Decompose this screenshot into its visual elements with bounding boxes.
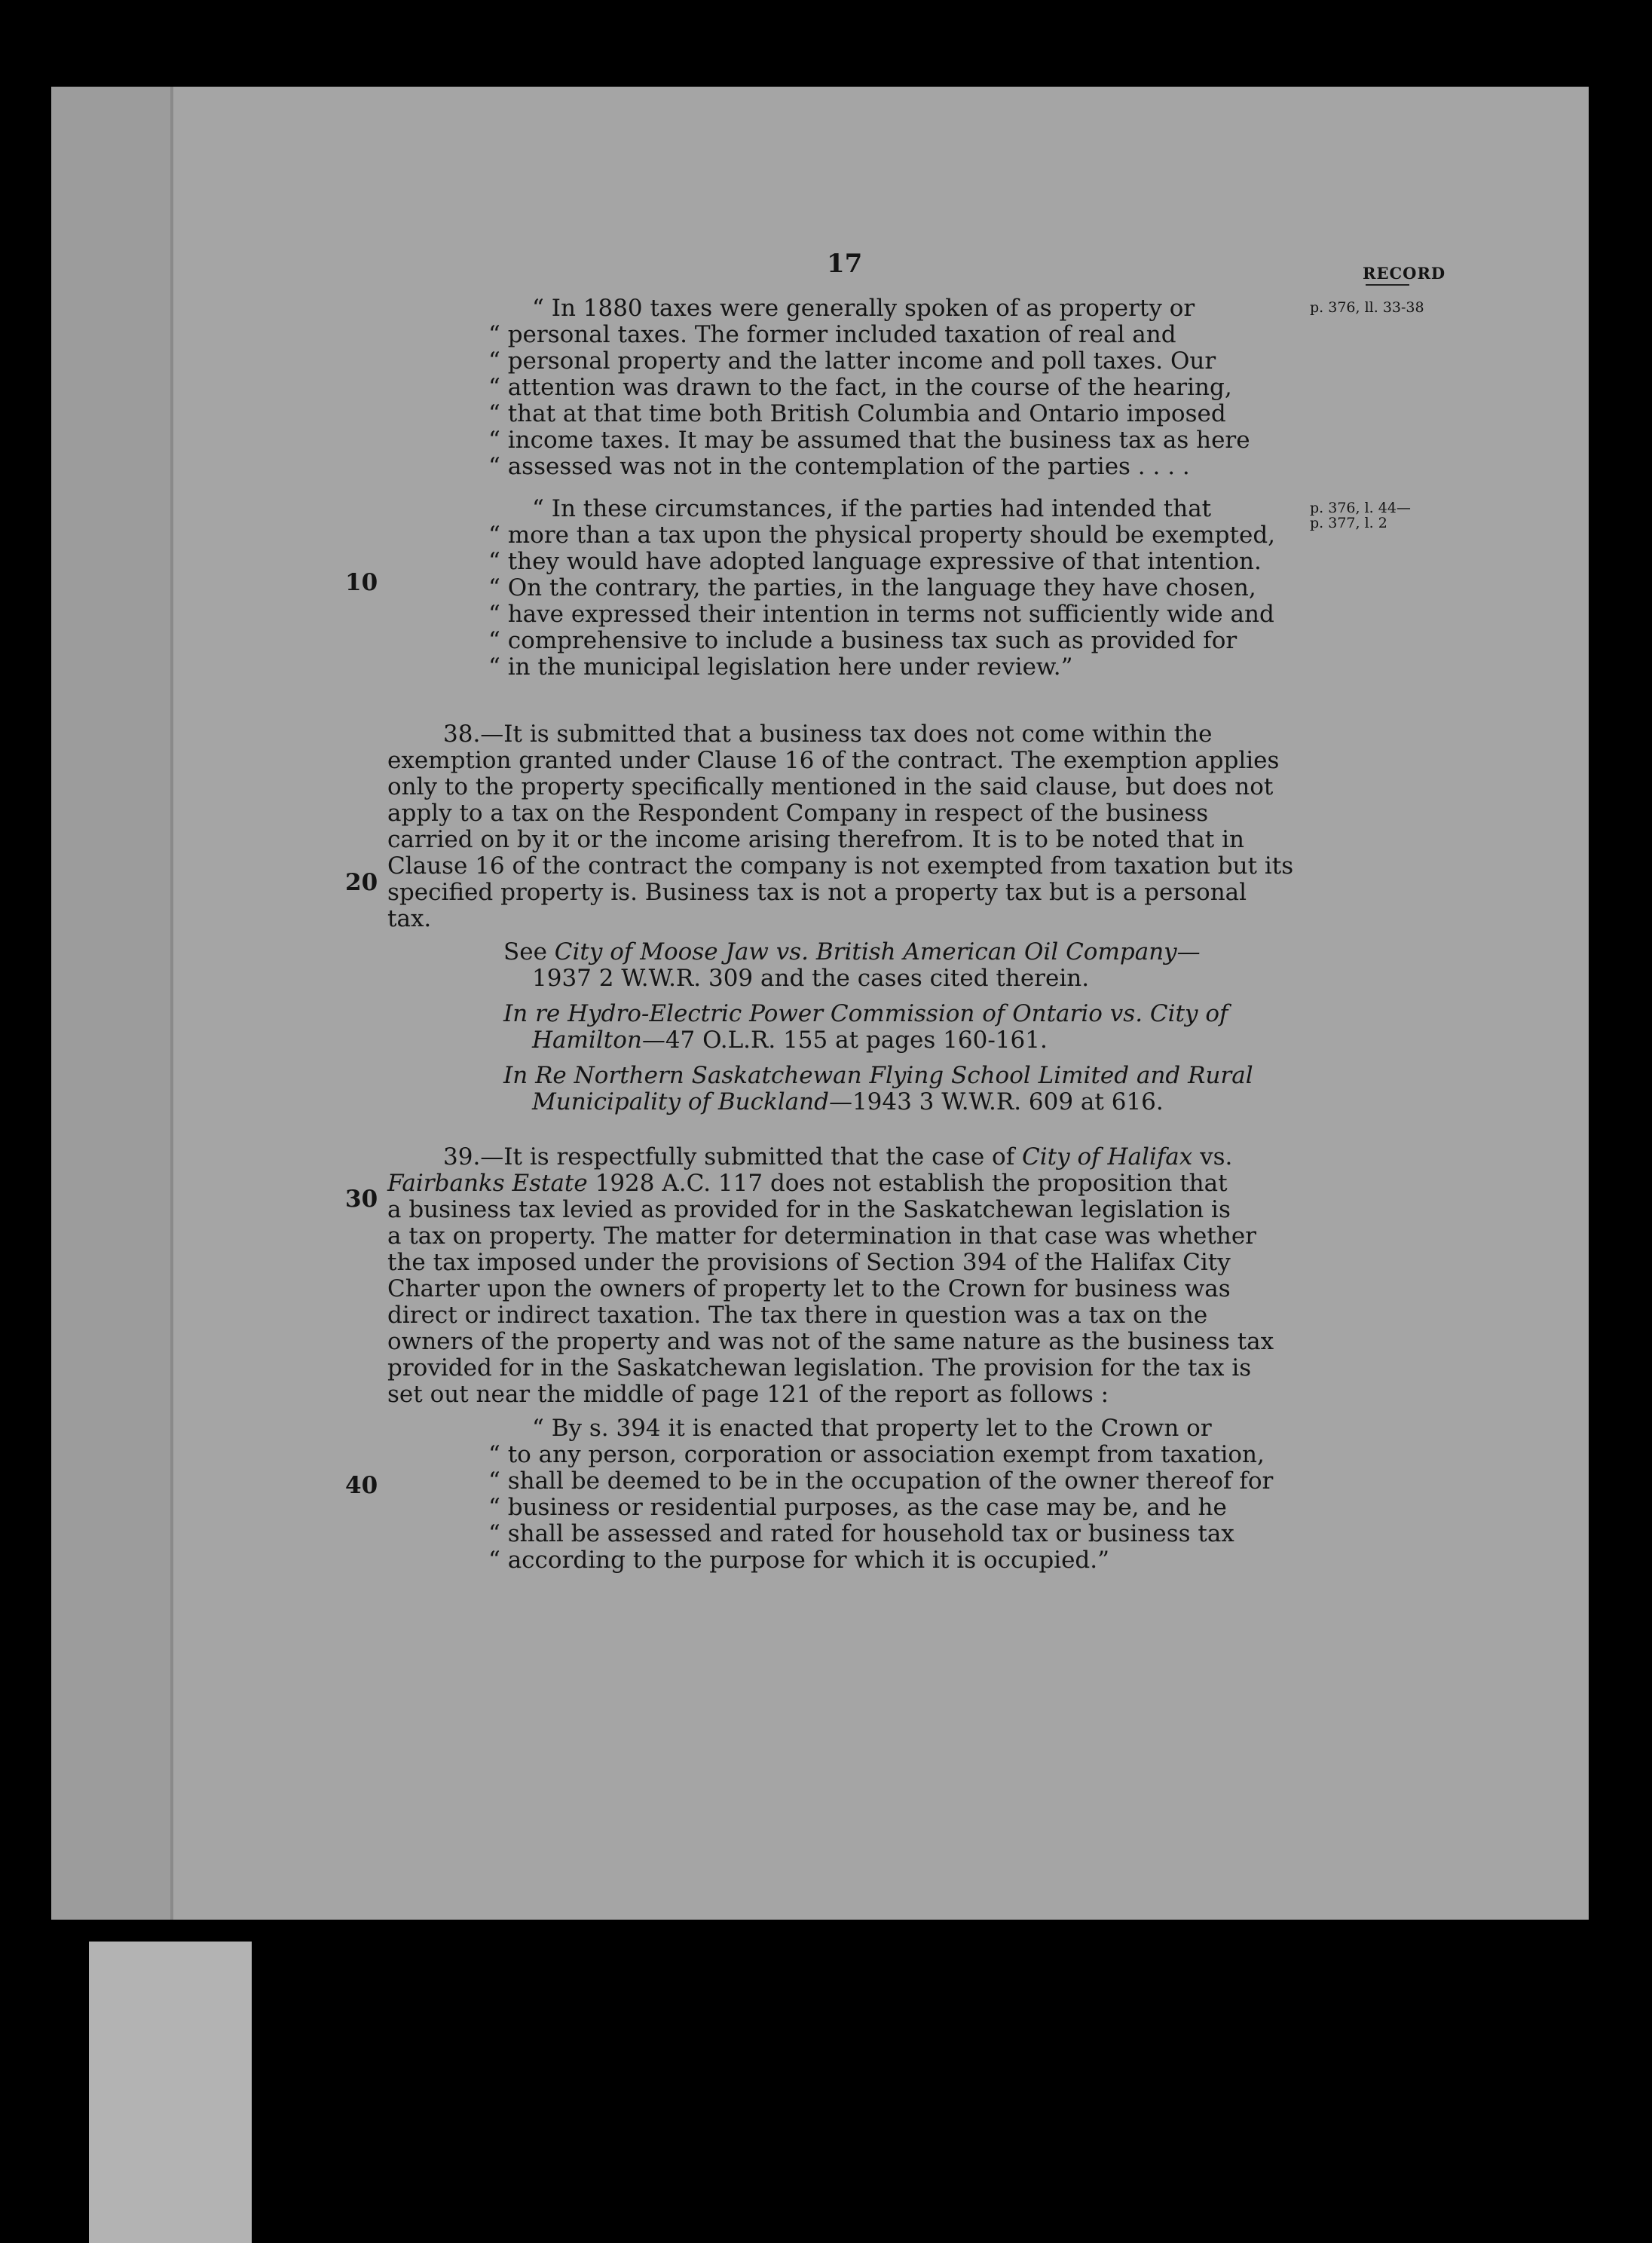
page-binding-margin (51, 87, 172, 1920)
margin-record-reference: p. 376, ll. 33-38 (1310, 299, 1424, 316)
margin-record-reference: p. 377, l. 2 (1310, 515, 1387, 531)
case-name: Fairbanks Estate (387, 1170, 588, 1197)
line-number: 10 (345, 569, 378, 596)
quote-line: “ shall be deemed to be in the occupation of the owner thereof for (488, 1467, 1274, 1495)
paragraph-line: 39.—It is respectfully submitted that the case of City of Halifax vs. (443, 1143, 1233, 1170)
paragraph-line: specified property is. Business tax is not a property tax but is a personal (387, 879, 1247, 906)
citation-line: 1937 2 W.W.R. 309 and the cases cited therein. (532, 965, 1090, 992)
paragraph-line: Charter upon the owners of property let to the Crown for business was (387, 1275, 1231, 1302)
paragraph-line: provided for in the Saskatchewan legislation. The provision for the tax is (387, 1354, 1252, 1382)
quote-line: “ that at that time both British Columbia and Ontario imposed (488, 400, 1226, 427)
citation-reference: —1943 3 W.W.R. 609 at 616. (828, 1088, 1164, 1115)
quote-line: “ By s. 394 it is enacted that property let to the Crown or (532, 1415, 1212, 1442)
quote-line: “ according to the purpose for which it is occupied.” (488, 1547, 1109, 1574)
line-number: 40 (345, 1472, 378, 1499)
paragraph-line: owners of the property and was not of the same nature as the business tax (387, 1328, 1274, 1355)
line-number: 30 (345, 1186, 378, 1213)
case-name: City of Moose Jaw vs. British American Oil Company— (554, 938, 1201, 965)
quote-line: “ to any person, corporation or association exempt from taxation, (488, 1441, 1265, 1468)
case-name: In Re Northern Saskatchewan Flying School Limited and Rural (503, 1062, 1253, 1089)
record-heading-rule (1366, 284, 1409, 286)
quote-line: “ personal taxes. The former included taxation of real and (488, 321, 1176, 348)
case-name: City of Halifax (1022, 1143, 1193, 1170)
paragraph-line: tax. (387, 905, 432, 932)
quote-line: “ In these circumstances, if the parties had intended that (532, 495, 1212, 522)
quote-line: “ On the contrary, the parties, in the language they have chosen, (488, 574, 1256, 601)
binding-edge (170, 87, 173, 1920)
paragraph-line: the tax imposed under the provisions of Section 394 of the Halifax City (387, 1249, 1231, 1276)
quote-line: “ In 1880 taxes were generally spoken of as property or (532, 295, 1195, 322)
line-number: 20 (345, 869, 378, 896)
paragraph-line: Clause 16 of the contract the company is not exempted from taxation but its (387, 852, 1294, 880)
quote-line: “ assessed was not in the contemplation of the parties . . . . (488, 453, 1190, 480)
paragraph-line: exemption granted under Clause 16 of the contract. The exemption applies (387, 747, 1280, 774)
quote-line: “ in the municipal legislation here under review.” (488, 653, 1073, 681)
quote-line: “ have expressed their intention in terms not sufficiently wide and (488, 601, 1274, 628)
citation-line (532, 1089, 1164, 1115)
quote-line: “ more than a tax upon the physical property should be exempted, (488, 522, 1276, 549)
paragraph-line: Fairbanks Estate 1928 A.C. 117 does not establish the proposition that (387, 1170, 1228, 1197)
paragraph-line: only to the property specifically mentioned in the said clause, but does not (387, 773, 1274, 800)
paragraph-line: carried on by it or the income arising therefrom. It is to be noted that in (387, 826, 1244, 853)
margin-record-reference: p. 376, l. 44— (1310, 500, 1411, 516)
record-heading: RECORD (1363, 264, 1446, 283)
quote-line: “ business or residential purposes, as the case may be, and he (488, 1494, 1227, 1521)
case-name: In re Hydro-Electric Power Commission of Ontario vs. City of (503, 1000, 1228, 1027)
quote-line: “ they would have adopted language expressive of that intention. (488, 548, 1262, 575)
quote-line: “ comprehensive to include a business tax such as provided for (488, 627, 1237, 654)
quote-line: “ attention was drawn to the fact, in the course of the hearing, (488, 374, 1232, 401)
paragraph-line: 38.—It is submitted that a business tax does not come within the (443, 721, 1213, 748)
case-name: Municipality of Buckland (532, 1088, 829, 1115)
paragraph-line: a tax on property. The matter for determination in that case was whether (387, 1222, 1256, 1250)
paragraph-line: apply to a tax on the Respondent Company in respect of the business (387, 800, 1209, 827)
paragraph-line: direct or indirect taxation. The tax there in question was a tax on the (387, 1302, 1208, 1329)
paragraph-line: a business tax levied as provided for in the Saskatchewan legislation is (387, 1196, 1231, 1223)
quote-line: “ personal property and the latter income and poll taxes. Our (488, 347, 1216, 375)
citation-reference: —47 O.L.R. 155 at pages 160-161. (641, 1027, 1048, 1054)
citation-line (532, 1027, 1048, 1054)
case-name: Hamilton (532, 1027, 642, 1054)
citation-see: See (503, 938, 547, 965)
blank-slip (89, 1942, 252, 2243)
paragraph-line: set out near the middle of page 121 of the report as follows : (387, 1381, 1109, 1408)
quote-line: “ income taxes. It may be assumed that the business tax as here (488, 427, 1250, 454)
quote-line: “ shall be assessed and rated for household tax or business tax (488, 1520, 1234, 1547)
citation-line (503, 939, 1201, 965)
page-number: 17 (827, 249, 863, 279)
